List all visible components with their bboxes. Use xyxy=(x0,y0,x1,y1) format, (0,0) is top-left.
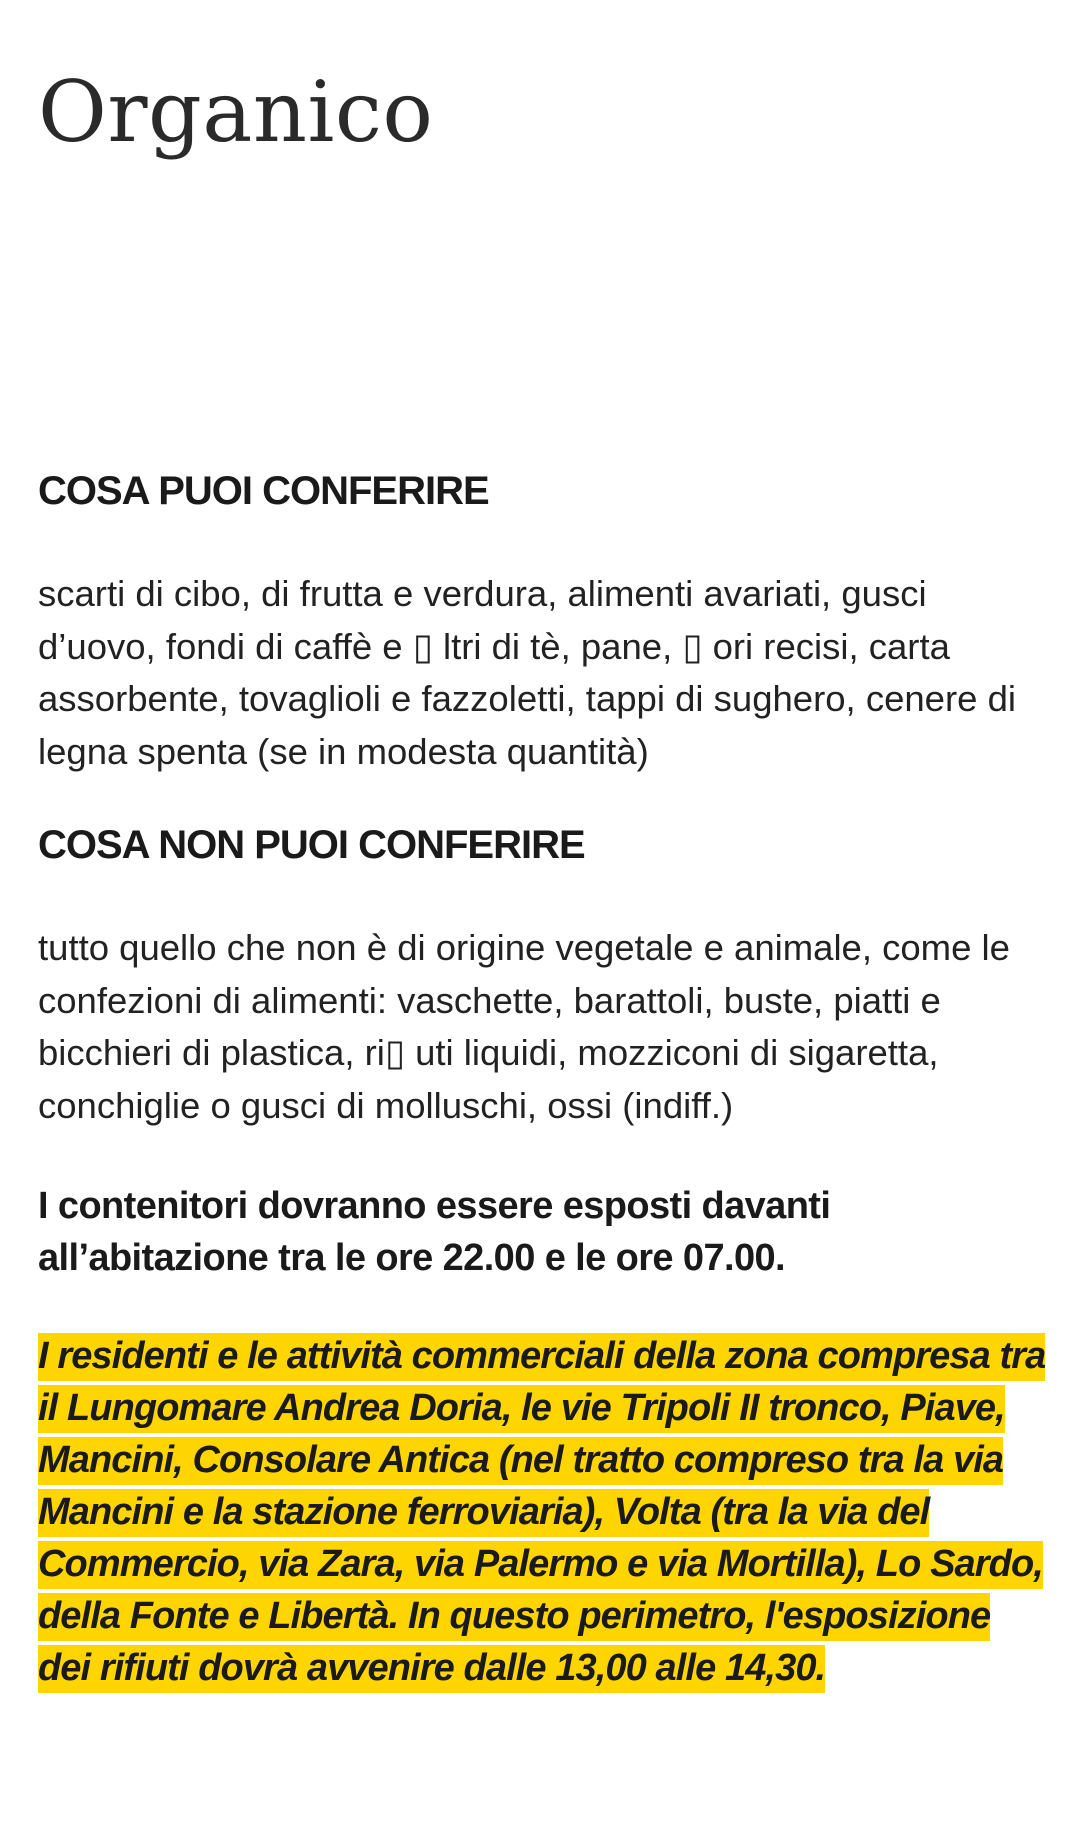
highlighted-notice-text: I residenti e le attività commerciali della zona compresa tra il Lungomare Andrea Doria, le vie Tripoli II tronco, Piave, Mancini, Consolare Antica (nel tratto compreso tra la via Mancini e la stazione ferroviaria), Volta (tra la via del Commercio, via Zara, via Palermo e via Mortilla), Lo Sardo, della Fonte e Libertà. In questo perimetro, l'esposizione dei rifiuti dovrà avvenire dalle 13,00 alle 14,30. xyxy=(38,1333,1045,1693)
not-allowed-items-text: tutto quello che non è di origine vegetale e animale, come le confezioni di alimenti: vaschette, barattoli, buste, piatti e bicchieri di plastica, ri▯ uti liquidi, mozziconi di sigaretta, conchiglie o gusci di molluschi, ossi (indiff.) xyxy=(38,927,1010,1126)
allowed-items-text: scarti di cibo, di frutta e verdura, alimenti avariati, gusci d’uovo, fondi di caffè e ▯ ltri di tè, pane, ▯ ori recisi, carta assorbente, tovaglioli e fazzoletti, tappi di sughero, cenere di legna spenta (se in modesta quantità) xyxy=(38,573,1016,772)
not-allowed-heading: COSA NON PUOI CONFERIRE xyxy=(38,823,585,867)
page-content xyxy=(38,0,1048,1694)
highlighted-notice xyxy=(38,1330,1048,1694)
schedule-note: I contenitori dovranno essere esposti davanti all’abitazione tra le ore 22.00 e le ore 07.00. xyxy=(38,1185,831,1279)
allowed-heading: COSA PUOI CONFERIRE xyxy=(38,469,489,513)
page-title: Organico xyxy=(38,63,434,161)
